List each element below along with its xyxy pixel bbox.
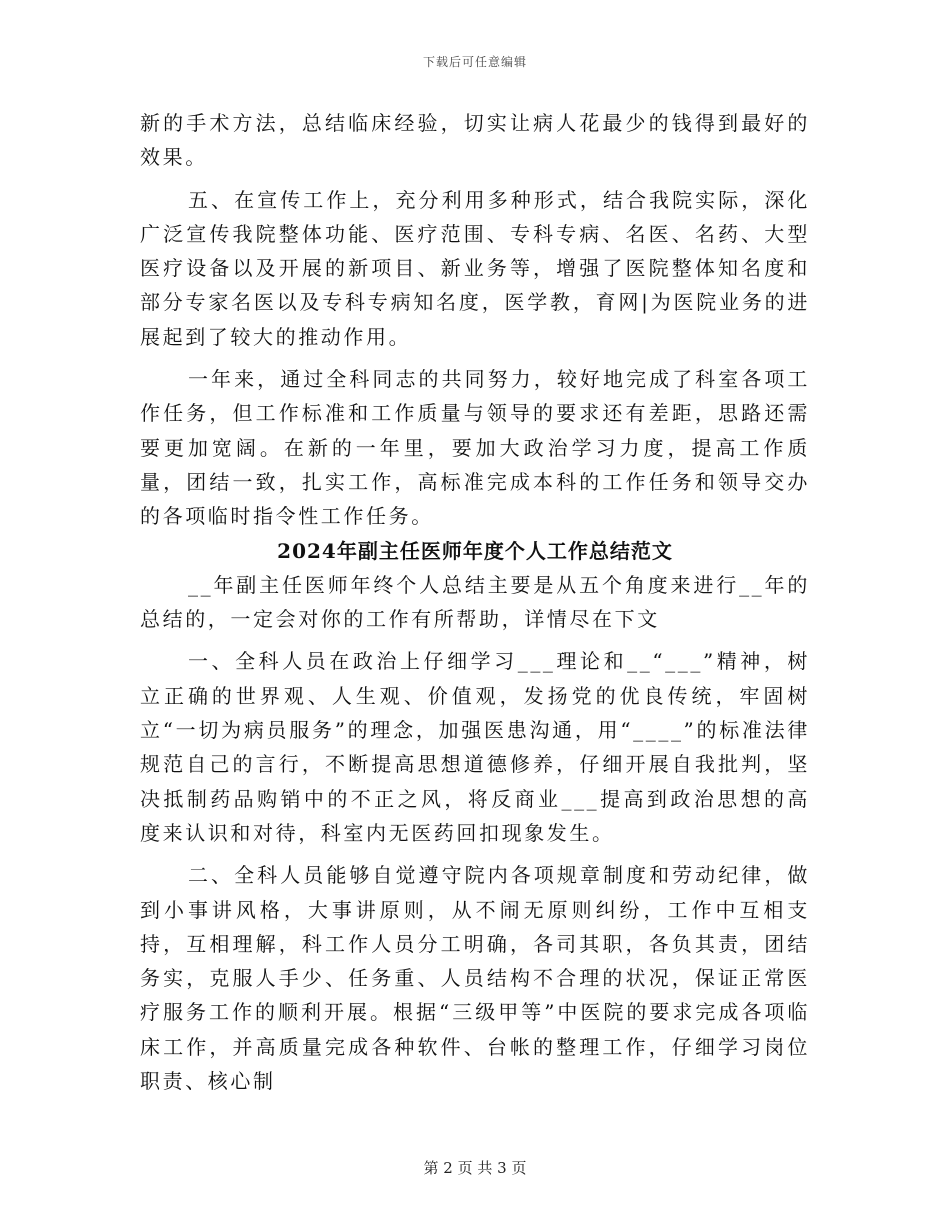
header-note: 下载后可任意编辑: [422, 55, 527, 69]
paragraph-year-summary: 一年来，通过全科同志的共同努力，较好地完成了科室各项工作任务，但工作标准和工作质量与领导的要求还有差距，思路还需要更加宽阔。在新的一年里，要加大政治学习力度，提高工作质量，团结一致，扎实工作，高标准完成本科的工作任务和领导交办的各项临时指令性工作任务。: [140, 367, 810, 529]
paragraph-intro: __年副主任医师年终个人总结主要是从五个角度来进行__年的总结的，一定会对你的工作有所帮助，详情尽在下文: [140, 572, 810, 632]
document-body: [140, 106, 810, 1098]
section-title: 2024年副主任医师年度个人工作总结范文: [277, 538, 673, 563]
page-number: 第 2 页 共 3 页: [423, 1159, 527, 1177]
paragraph-publicity: 五、在宣传工作上，充分利用多种形式，结合我院实际，深化广泛宣传我院整体功能、医疗范围、专科专病、名医、名药、大型医疗设备以及开展的新项目、新业务等，增强了医院整体知名度和部分专家名医以及专科专病知名度，医学教，育网|为医院业务的进展起到了较大的推动作用。: [140, 187, 810, 349]
paragraph-discipline: 二、全科人员能够自觉遵守院内各项规章制度和劳动纪律，做到小事讲风格，大事讲原则，从不闹无原则纠纷，工作中互相支持，互相理解，科工作人员分工明确，各司其职，各负其责，团结务实，克服人手少、任务重、人员结构不合理的状况，保证正常医疗服务工作的顺利开展。根据“三级甲等”中医院的要求完成各项临床工作，并高质量完成各种软件、台帐的整理工作，仔细学习岗位职责、核心制: [140, 863, 810, 1094]
paragraph-continuation: 新的手术方法，总结临床经验，切实让病人花最少的钱得到最好的效果。: [140, 111, 810, 170]
paragraph-politics: 一、全科人员在政治上仔细学习___理论和__“___”精神，树立正确的世界观、人生观、价值观，发扬党的优良传统，牢固树立“一切为病员服务”的理念，加强医患沟通，用“____”的标准法律规范自己的言行，不断提高思想道德修养，仔细开展自我批判，坚决抵制药品购销中的不正之风，将反商业___提高到政治思想的高度来认识和对待，科室内无医药回扣现象发生。: [140, 649, 810, 845]
